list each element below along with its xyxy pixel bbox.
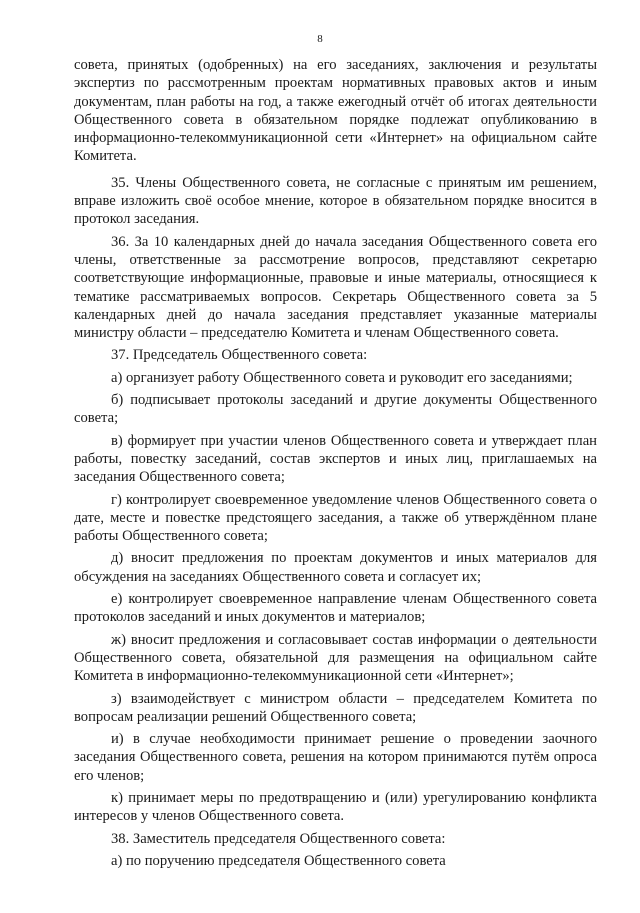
paragraph-35: 35. Члены Общественного совета, не согласные с принятым им решением, вправе изложить своё особое мнение, которое в обязательном порядке вносится в протокол заседания. — [74, 174, 597, 228]
paragraph-38-a: а) по поручению председателя Общественного совета — [111, 852, 446, 869]
document-body — [74, 56, 597, 874]
paragraph-36: 36. За 10 календарных дней до начала заседания Общественного совета его члены, ответственные за рассмотрение вопросов, представляют секретарю соответствующие информационные, правовые и иные материалы, относящиеся к тематике рассматриваемых вопросов. Секретарь Общественного совета за 5 календарных дней до начала заседания представляет указанные материалы министру области – председателю Комитета и членам Общественного совета. — [74, 233, 597, 342]
paragraph-37-i: и) в случае необходимости принимает решение о проведении заочного заседания Общественного совета, решения на котором принимаются путём опроса его членов; — [74, 731, 597, 784]
paragraph-37-d: д) вносит предложения по проектам документов и иных материалов для обсуждения на заседаниях Общественного совета и согласует их; — [74, 550, 597, 585]
paragraph-37-e: е) контролирует своевременное направление членам Общественного совета протоколов заседаний и иных документов и материалов; — [74, 591, 597, 626]
paragraph-37-heading: 37. Председатель Общественного совета: — [111, 347, 368, 364]
page-number: 8 — [317, 33, 323, 45]
paragraph-37-b: б) подписывает протоколы заседаний и другие документы Общественного совета; — [74, 392, 597, 427]
paragraph-37-g: г) контролирует своевременное уведомление членов Общественного совета о дате, месте и повестке предстоящего заседания, а также об утверждённом плане работы Общественного совета; — [74, 491, 597, 545]
paragraph-continuation: совета, принятых (одобренных) на его заседаниях, заключения и результаты экспертиз по рассмотренным проектам нормативных правовых актов и иным документам, план работы на год, а также ежегодный отчёт об итогах деятельности Общественного совета в обязательном порядке подлежат опубликованию в информационно-телекоммуникационной сети «Интернет» на официальном сайте Комитета. — [74, 57, 597, 165]
paragraph-37-z: з) взаимодействует с министром области – председателем Комитета по вопросам реализации решений Общественного совета; — [74, 690, 597, 725]
paragraph-38-heading: 38. Заместитель председателя Общественного совета: — [111, 830, 446, 847]
paragraph-37-zh: ж) вносит предложения и согласовывает состав информации о деятельности Общественного совета, обязательной для размещения на официальном сайте Комитета в информационно-телекоммуникационной сети «Интернет»; — [74, 631, 597, 685]
paragraph-37-k: к) принимает меры по предотвращению и (или) урегулированию конфликта интересов у членов Общественного совета. — [74, 789, 597, 825]
paragraph-37-v: в) формирует при участии членов Общественного совета и утверждает план работы, повестку заседаний, состав экспертов и иных лиц, приглашаемых на заседания Общественного совета; — [74, 432, 597, 486]
paragraph-37-a: а) организует работу Общественного совета и руководит его заседаниями; — [111, 369, 573, 386]
